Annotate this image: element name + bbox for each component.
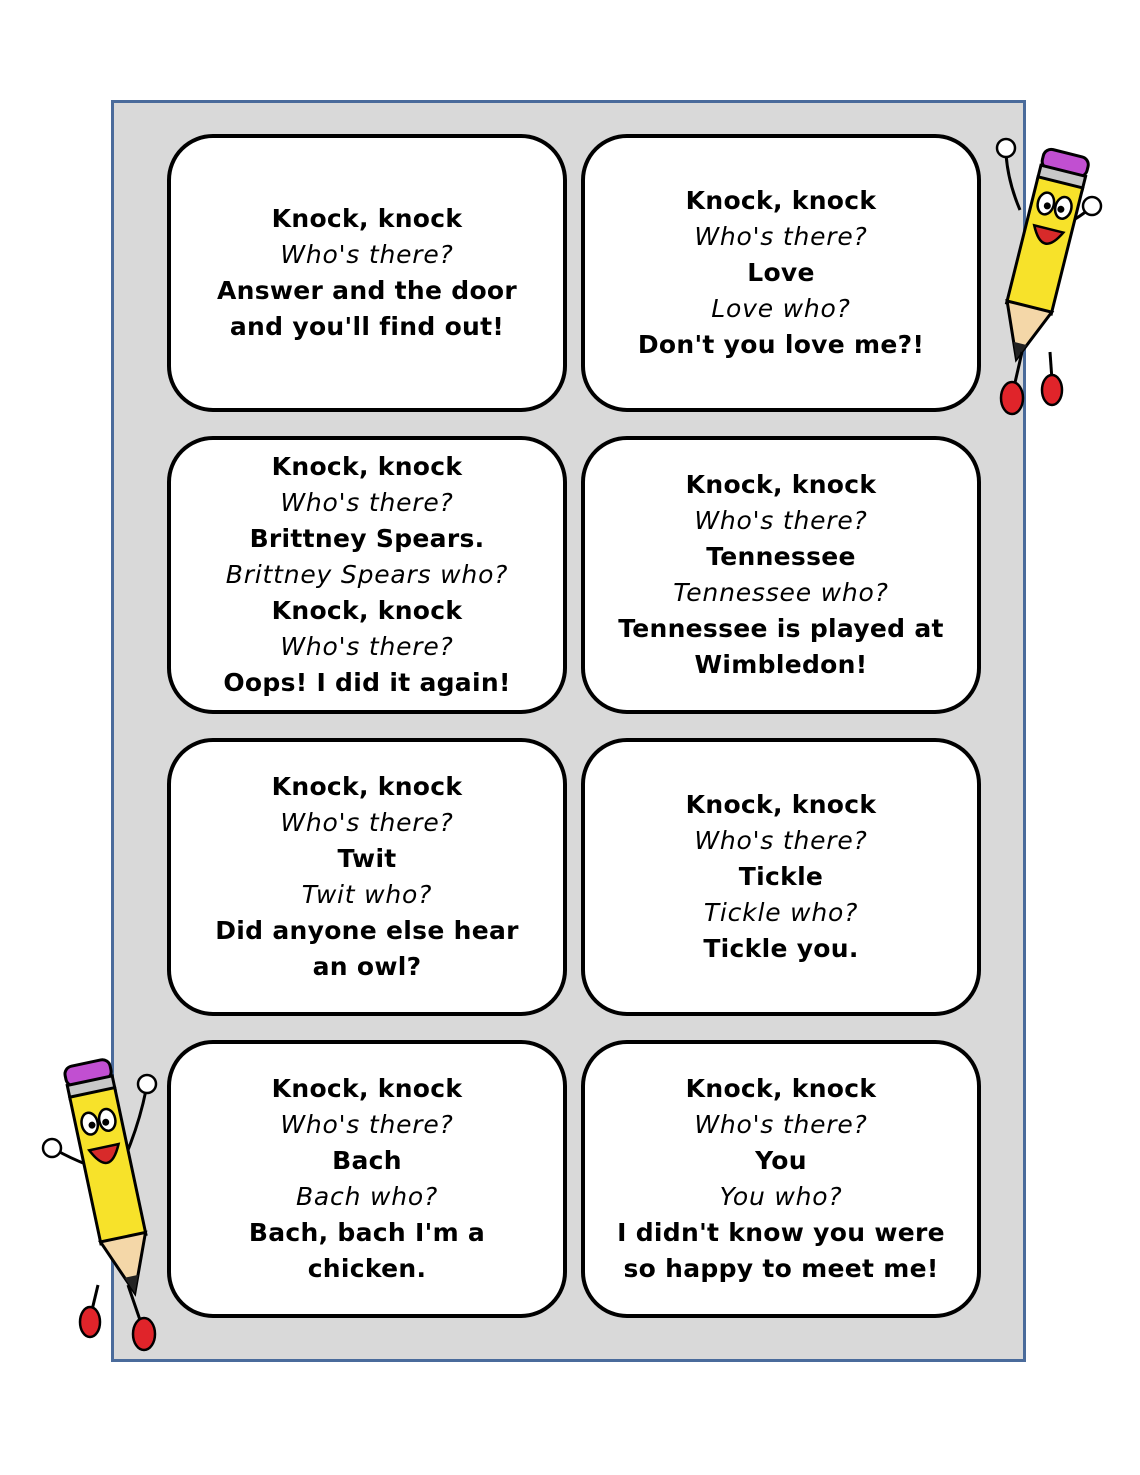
joke-card [167, 1040, 567, 1318]
joke-prompt-line: Bach who? [295, 1182, 439, 1211]
joke-line: Bach, bach I'm a [248, 1218, 486, 1247]
joke-card [581, 134, 981, 412]
joke-line: Love [747, 258, 815, 287]
joke-card [581, 436, 981, 714]
joke-line: Don't you love me?! [637, 330, 925, 359]
joke-card [581, 1040, 981, 1318]
joke-line: Tennessee [706, 542, 856, 571]
joke-card [167, 436, 567, 714]
joke-line: Tickle [738, 862, 824, 891]
joke-line: Knock, knock [685, 186, 877, 215]
joke-card [167, 134, 567, 412]
joke-card [581, 738, 981, 1016]
joke-line: Brittney Spears. [249, 524, 485, 553]
joke-line: Knock, knock [271, 204, 463, 233]
joke-prompt-line: Who's there? [280, 240, 454, 269]
joke-prompt-line: Who's there? [694, 222, 868, 251]
joke-line: Wimbledon! [694, 650, 868, 679]
joke-line: and you'll find out! [229, 312, 505, 341]
joke-prompt-line: Who's there? [280, 632, 454, 661]
joke-prompt-line: Twit who? [301, 880, 433, 909]
joke-line: Answer and the door [216, 276, 518, 305]
joke-prompt-line: Love who? [711, 294, 851, 323]
joke-line: Knock, knock [271, 452, 463, 481]
joke-prompt-line: Who's there? [694, 826, 868, 855]
joke-prompt-line: Who's there? [280, 808, 454, 837]
joke-prompt-line: Who's there? [280, 488, 454, 517]
joke-line: an owl? [312, 952, 422, 981]
joke-line: Knock, knock [685, 1074, 877, 1103]
joke-prompt-line: Who's there? [694, 506, 868, 535]
joke-line: Knock, knock [685, 790, 877, 819]
joke-line: Knock, knock [685, 470, 877, 499]
joke-line: Knock, knock [271, 596, 463, 625]
joke-line: Did anyone else hear [215, 916, 519, 945]
pencil-mascot-icon [36, 1050, 161, 1355]
joke-line: Tennessee is played at [618, 614, 944, 643]
joke-prompt-line: Brittney Spears who? [225, 560, 509, 589]
joke-prompt-line: Tennessee who? [673, 578, 889, 607]
joke-line: Knock, knock [271, 772, 463, 801]
joke-line: Twit [337, 844, 397, 873]
joke-prompt-line: You who? [719, 1182, 843, 1211]
joke-line: Bach [332, 1146, 402, 1175]
joke-card [167, 738, 567, 1016]
joke-line: Oops! I did it again! [223, 668, 511, 697]
joke-line: Knock, knock [271, 1074, 463, 1103]
joke-line: Tickle you. [703, 934, 859, 963]
joke-line: You [755, 1146, 807, 1175]
joke-prompt-line: Who's there? [694, 1110, 868, 1139]
joke-prompt-line: Tickle who? [703, 898, 859, 927]
joke-line: I didn't know you were [617, 1218, 945, 1247]
pencil-mascot-icon [992, 112, 1107, 417]
joke-line: chicken. [307, 1254, 427, 1283]
joke-prompt-line: Who's there? [280, 1110, 454, 1139]
joke-line: so happy to meet me! [623, 1254, 939, 1283]
